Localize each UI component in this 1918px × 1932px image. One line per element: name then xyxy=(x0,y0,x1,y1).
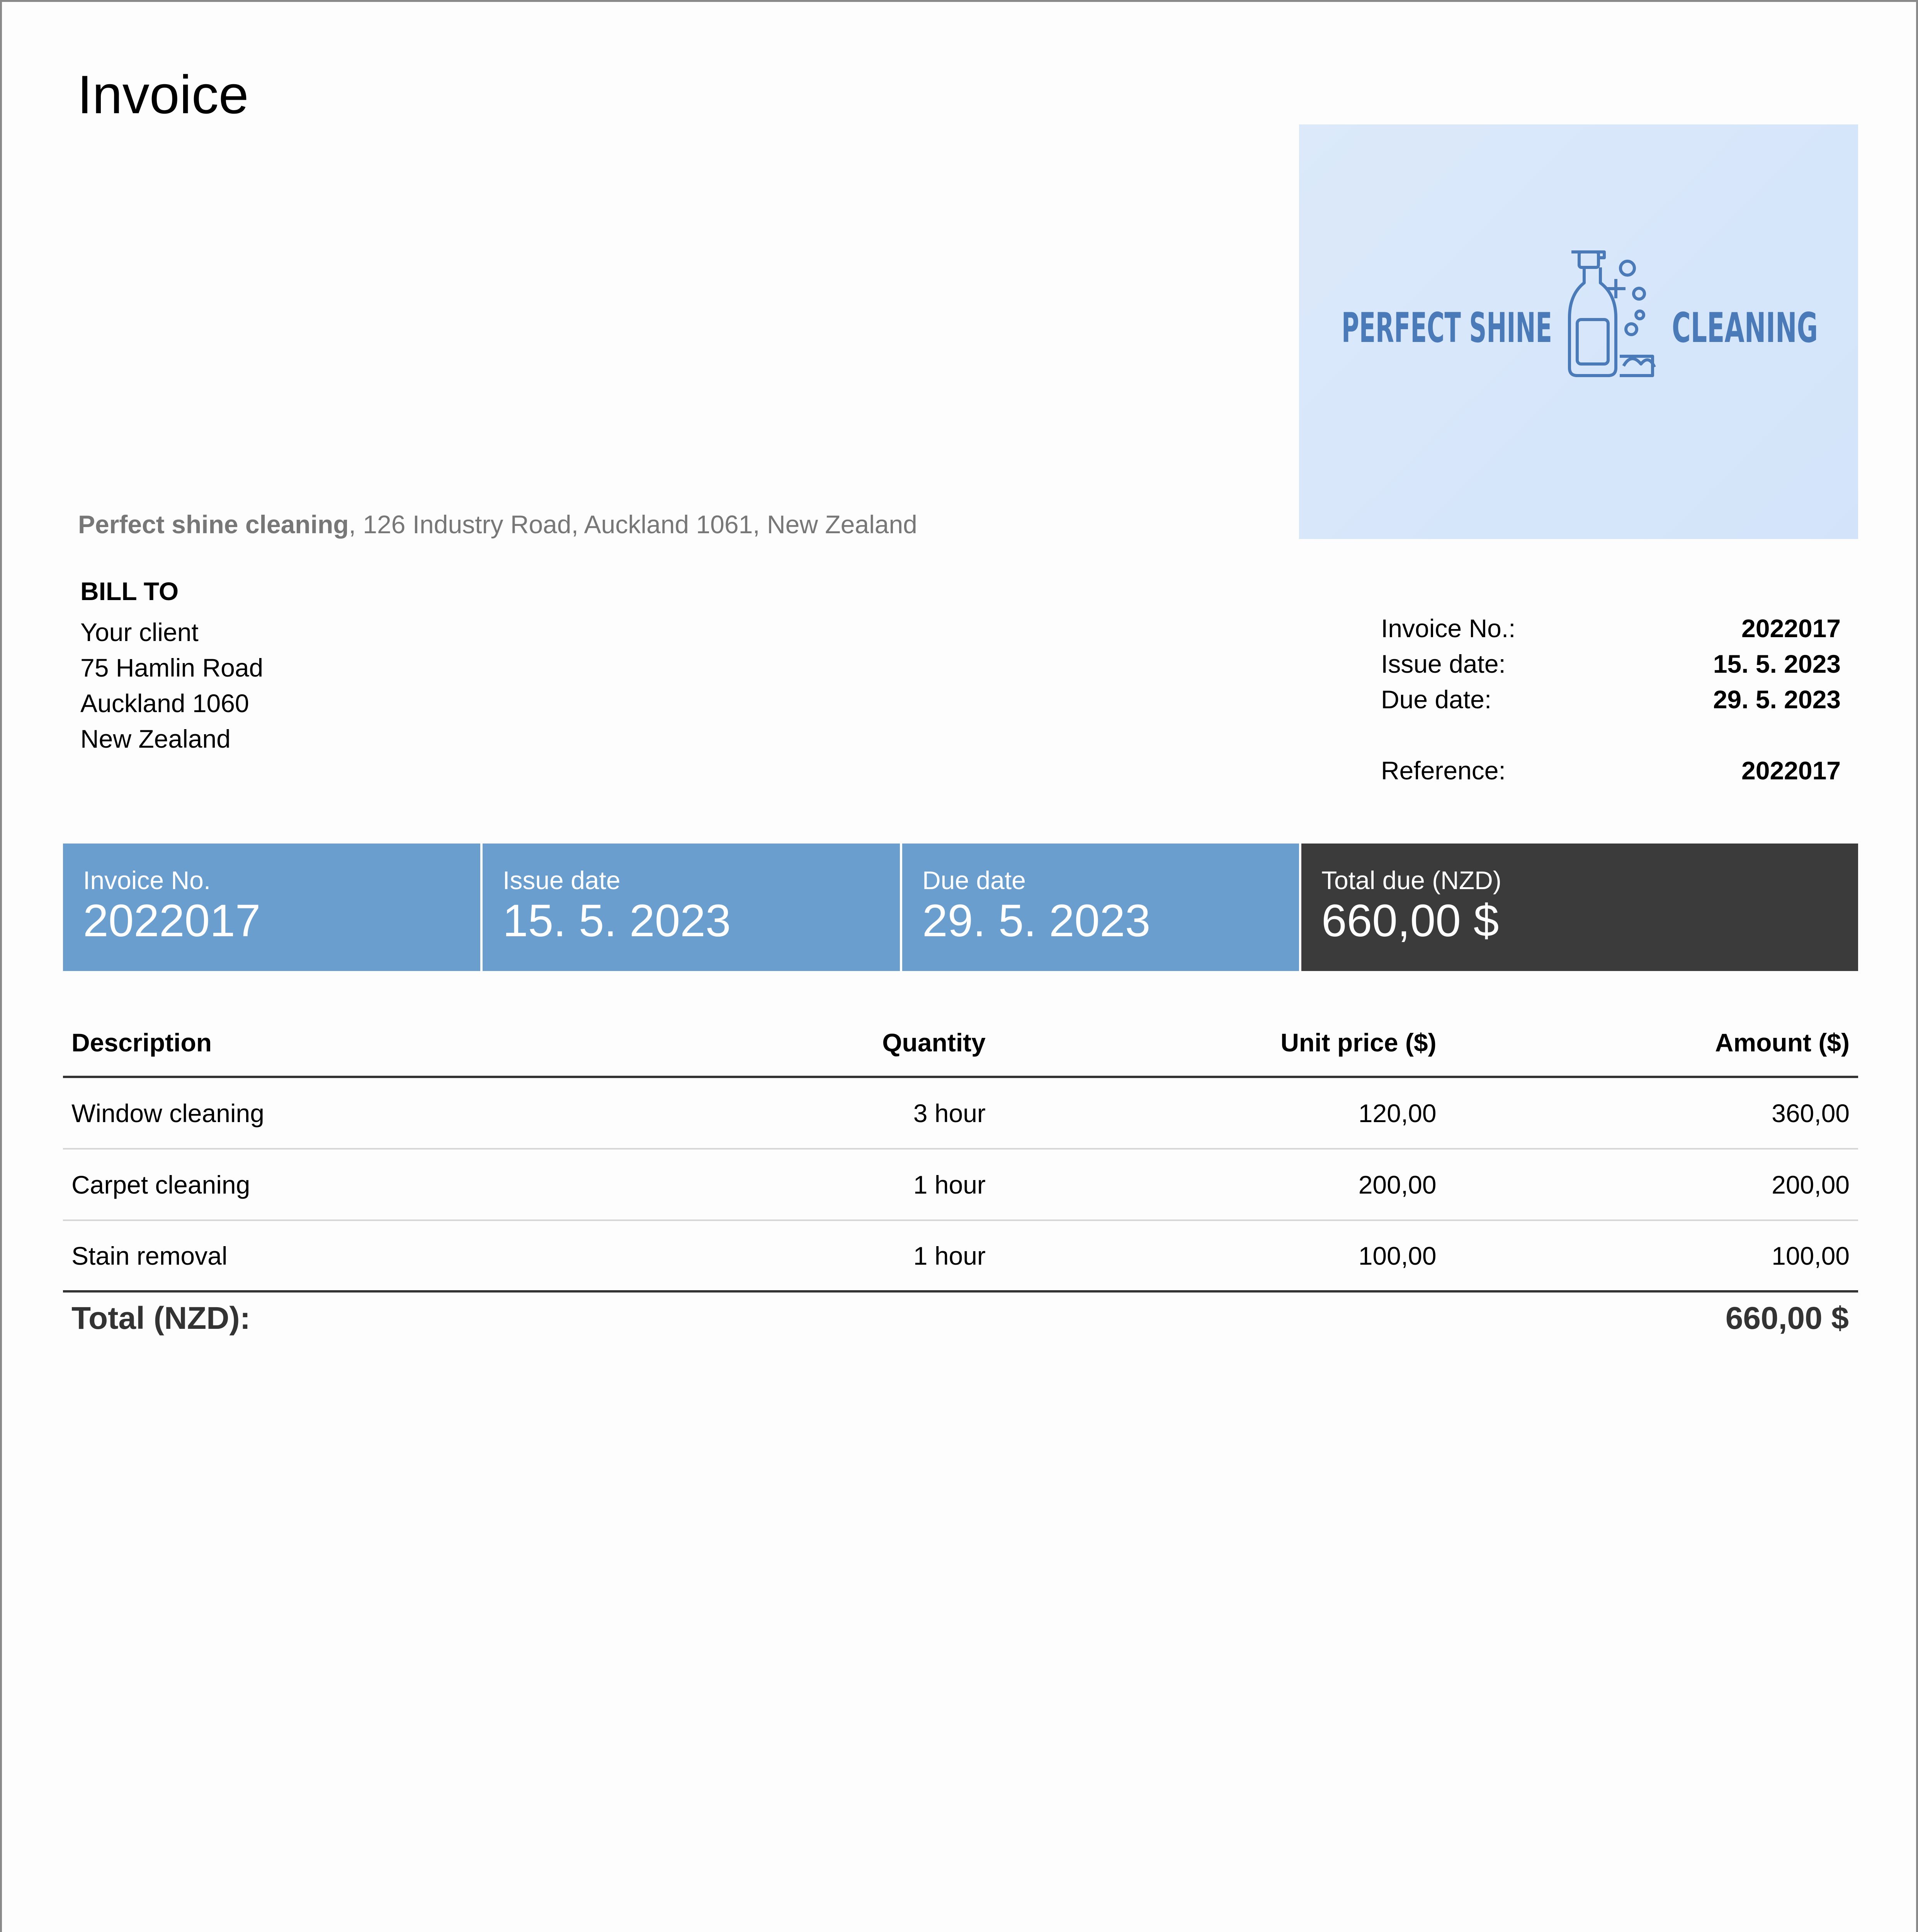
item-unit-price: 120,00 xyxy=(1358,1099,1437,1128)
summary-issue-date xyxy=(483,844,900,971)
meta-label: Invoice No.: xyxy=(1381,614,1516,643)
invoice-meta xyxy=(1381,611,1841,788)
item-quantity: 3 hour xyxy=(913,1099,986,1128)
meta-invoice-no xyxy=(1381,611,1841,646)
meta-value: 15. 5. 2023 xyxy=(1713,650,1841,678)
table-header xyxy=(63,1016,1858,1078)
meta-reference xyxy=(1381,753,1841,788)
column-header: Unit price ($) xyxy=(1280,1028,1437,1057)
sender-name: Perfect shine cleaning xyxy=(78,510,349,539)
item-amount: 200,00 xyxy=(1772,1170,1850,1199)
summary-label: Total due (NZD) xyxy=(1321,866,1501,895)
item-quantity: 1 hour xyxy=(913,1170,986,1199)
meta-issue-date xyxy=(1381,646,1841,682)
summary-total-due xyxy=(1301,844,1858,971)
summary-value: 29. 5. 2023 xyxy=(922,895,1151,946)
logo-text-right: CLEANING xyxy=(1672,304,1818,352)
item-unit-price: 100,00 xyxy=(1358,1241,1437,1270)
item-description: Carpet cleaning xyxy=(71,1170,250,1199)
item-unit-price: 200,00 xyxy=(1358,1170,1437,1199)
item-description: Window cleaning xyxy=(71,1099,264,1128)
summary-bar xyxy=(63,844,1858,971)
summary-label: Issue date xyxy=(503,866,621,895)
logo-text-left: PERFECT SHINE xyxy=(1342,304,1552,352)
spray-bottle-icon xyxy=(1569,252,1654,376)
item-amount: 100,00 xyxy=(1772,1241,1850,1270)
bill-to-line: Auckland 1060 xyxy=(80,689,249,718)
bill-to-line: 75 Hamlin Road xyxy=(80,653,264,682)
page-title: Invoice xyxy=(77,64,249,125)
summary-value: 2022017 xyxy=(83,895,261,946)
company-logo xyxy=(1299,124,1858,539)
meta-label: Due date: xyxy=(1381,685,1492,714)
summary-label: Invoice No. xyxy=(83,866,211,895)
meta-value: 29. 5. 2023 xyxy=(1713,685,1841,714)
item-amount: 360,00 xyxy=(1772,1099,1850,1128)
column-header: Description xyxy=(71,1028,212,1057)
bill-to-line: New Zealand xyxy=(80,724,231,753)
item-description: Stain removal xyxy=(71,1241,228,1270)
summary-invoice-no xyxy=(63,844,480,971)
column-header: Quantity xyxy=(882,1028,986,1057)
meta-value: 2022017 xyxy=(1741,756,1841,785)
sender-address-line xyxy=(78,509,917,540)
column-header: Amount ($) xyxy=(1715,1028,1850,1057)
item-quantity: 1 hour xyxy=(913,1241,986,1270)
table-row xyxy=(63,1221,1858,1293)
bill-to-address xyxy=(80,614,263,757)
sender-address: , 126 Industry Road, Auckland 1061, New Zealand xyxy=(349,510,917,539)
summary-value: 15. 5. 2023 xyxy=(503,895,731,946)
meta-value: 2022017 xyxy=(1741,614,1841,643)
meta-due-date xyxy=(1381,682,1841,717)
table-row xyxy=(63,1078,1858,1150)
line-items-table xyxy=(63,1016,1858,1293)
bill-to-line: Your client xyxy=(80,618,199,646)
total-label: Total (NZD): xyxy=(71,1301,251,1336)
bill-to-heading: BILL TO xyxy=(80,577,179,605)
meta-label: Issue date: xyxy=(1381,650,1506,678)
table-row xyxy=(63,1150,1858,1221)
summary-value: 660,00 $ xyxy=(1321,895,1499,946)
invoice-total xyxy=(71,1300,1849,1337)
meta-label: Reference: xyxy=(1381,756,1506,785)
total-value: 660,00 $ xyxy=(1725,1301,1849,1336)
summary-label: Due date xyxy=(922,866,1026,895)
summary-due-date xyxy=(902,844,1299,971)
